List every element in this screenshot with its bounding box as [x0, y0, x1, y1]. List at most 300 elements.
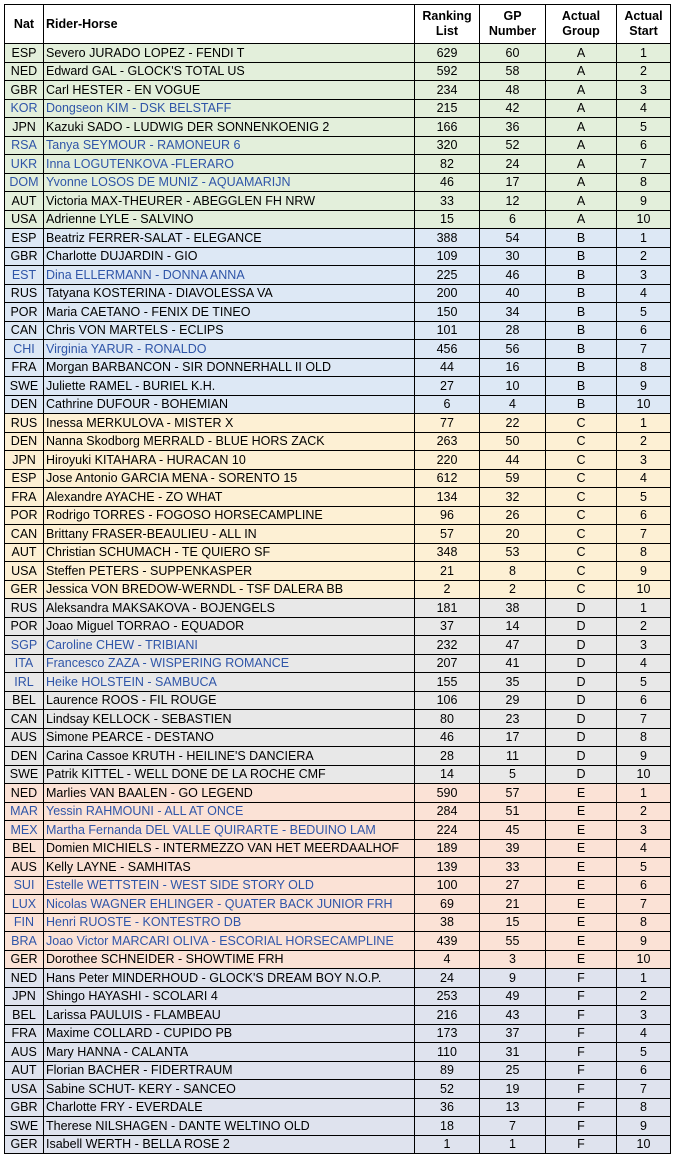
table-row: [5, 173, 671, 192]
cell-actual-start: 1: [617, 599, 671, 618]
cell-actual-group: F: [546, 1117, 617, 1136]
cell-nat: BEL: [5, 839, 44, 858]
table-row: [5, 210, 671, 229]
cell-ranking-list: 173: [415, 1024, 480, 1043]
cell-ranking-list: 225: [415, 266, 480, 285]
cell-rider-horse: Hiroyuki KITAHARA - HURACAN 10: [44, 451, 415, 470]
cell-actual-group: E: [546, 858, 617, 877]
cell-ranking-list: 629: [415, 44, 480, 63]
cell-rider-horse: Morgan BARBANCON - SIR DONNERHALL II OLD: [44, 358, 415, 377]
table-row: [5, 525, 671, 544]
cell-gp-number: 58: [480, 62, 546, 81]
cell-gp-number: 3: [480, 950, 546, 969]
cell-rider-horse: Lindsay KELLOCK - SEBASTIEN: [44, 710, 415, 729]
cell-ranking-list: 200: [415, 284, 480, 303]
cell-actual-group: F: [546, 1135, 617, 1154]
cell-ranking-list: 106: [415, 691, 480, 710]
cell-actual-group: A: [546, 62, 617, 81]
cell-actual-start: 5: [617, 488, 671, 507]
cell-rider-horse: Shingo HAYASHI - SCOLARI 4: [44, 987, 415, 1006]
cell-actual-group: C: [546, 469, 617, 488]
table-row: [5, 451, 671, 470]
cell-actual-group: A: [546, 118, 617, 137]
cell-nat: JPN: [5, 451, 44, 470]
cell-ranking-list: 216: [415, 1006, 480, 1025]
cell-gp-number: 13: [480, 1098, 546, 1117]
cell-ranking-list: 215: [415, 99, 480, 118]
cell-rider-horse: Juliette RAMEL - BURIEL K.H.: [44, 377, 415, 396]
table-row: [5, 284, 671, 303]
table-row: [5, 802, 671, 821]
table-row: [5, 1098, 671, 1117]
cell-actual-start: 3: [617, 451, 671, 470]
cell-nat: AUT: [5, 1061, 44, 1080]
cell-actual-start: 9: [617, 932, 671, 951]
cell-nat: AUS: [5, 1043, 44, 1062]
cell-gp-number: 56: [480, 340, 546, 359]
cell-actual-group: A: [546, 136, 617, 155]
cell-ranking-list: 139: [415, 858, 480, 877]
cell-gp-number: 7: [480, 1117, 546, 1136]
cell-actual-start: 6: [617, 321, 671, 340]
cell-actual-group: A: [546, 155, 617, 174]
cell-gp-number: 53: [480, 543, 546, 562]
cell-nat: SWE: [5, 1117, 44, 1136]
cell-rider-horse: Nanna Skodborg MERRALD - BLUE HORS ZACK: [44, 432, 415, 451]
cell-nat: IRL: [5, 673, 44, 692]
cell-actual-group: B: [546, 395, 617, 414]
cell-rider-horse: Kazuki SADO - LUDWIG DER SONNENKOENIG 2: [44, 118, 415, 137]
cell-actual-start: 9: [617, 1117, 671, 1136]
cell-actual-start: 3: [617, 821, 671, 840]
cell-actual-group: A: [546, 210, 617, 229]
cell-actual-group: D: [546, 765, 617, 784]
cell-actual-start: 7: [617, 525, 671, 544]
cell-ranking-list: 150: [415, 303, 480, 322]
cell-actual-start: 10: [617, 395, 671, 414]
cell-gp-number: 36: [480, 118, 546, 137]
table-row: [5, 1080, 671, 1099]
cell-actual-group: E: [546, 839, 617, 858]
table-row: [5, 321, 671, 340]
cell-gp-number: 42: [480, 99, 546, 118]
cell-rider-horse: Dongseon KIM - DSK BELSTAFF: [44, 99, 415, 118]
cell-rider-horse: Virginia YARUR - RONALDO: [44, 340, 415, 359]
cell-nat: BRA: [5, 932, 44, 951]
cell-actual-group: E: [546, 802, 617, 821]
table-row: [5, 747, 671, 766]
cell-rider-horse: Simone PEARCE - DESTANO: [44, 728, 415, 747]
table-row: [5, 784, 671, 803]
cell-nat: POR: [5, 506, 44, 525]
cell-gp-number: 25: [480, 1061, 546, 1080]
cell-actual-start: 8: [617, 728, 671, 747]
cell-ranking-list: 134: [415, 488, 480, 507]
cell-ranking-list: 232: [415, 636, 480, 655]
cell-gp-number: 29: [480, 691, 546, 710]
cell-actual-start: 2: [617, 617, 671, 636]
cell-nat: LUX: [5, 895, 44, 914]
cell-actual-start: 2: [617, 987, 671, 1006]
cell-rider-horse: Nicolas WAGNER EHLINGER - QUATER BACK JUNIOR FRH: [44, 895, 415, 914]
cell-gp-number: 34: [480, 303, 546, 322]
cell-gp-number: 14: [480, 617, 546, 636]
table-row: [5, 155, 671, 174]
table-row: [5, 432, 671, 451]
cell-rider-horse: Brittany FRASER-BEAULIEU - ALL IN: [44, 525, 415, 544]
cell-gp-number: 46: [480, 266, 546, 285]
cell-actual-start: 5: [617, 118, 671, 137]
cell-nat: BEL: [5, 691, 44, 710]
table-row: [5, 932, 671, 951]
header-gp-number: [480, 5, 546, 44]
cell-actual-group: F: [546, 1061, 617, 1080]
cell-actual-start: 2: [617, 802, 671, 821]
cell-nat: RUS: [5, 599, 44, 618]
cell-rider-horse: Hans Peter MINDERHOUD - GLOCK'S DREAM BOY N.O.P.: [44, 969, 415, 988]
cell-actual-group: D: [546, 691, 617, 710]
cell-nat: FRA: [5, 1024, 44, 1043]
header-gp-line1: GP: [503, 9, 522, 23]
cell-gp-number: 2: [480, 580, 546, 599]
header-ranking-line1: Ranking: [422, 9, 472, 23]
cell-ranking-list: 2: [415, 580, 480, 599]
cell-actual-start: 9: [617, 747, 671, 766]
table-row: [5, 895, 671, 914]
cell-ranking-list: 592: [415, 62, 480, 81]
table-row: [5, 395, 671, 414]
cell-actual-start: 9: [617, 192, 671, 211]
cell-actual-group: B: [546, 303, 617, 322]
cell-rider-horse: Rodrigo TORRES - FOGOSO HORSECAMPLINE: [44, 506, 415, 525]
cell-gp-number: 19: [480, 1080, 546, 1099]
table-row: [5, 821, 671, 840]
cell-rider-horse: Jose Antonio GARCIA MENA - SORENTO 15: [44, 469, 415, 488]
cell-actual-start: 8: [617, 173, 671, 192]
cell-nat: ESP: [5, 44, 44, 63]
cell-actual-group: E: [546, 950, 617, 969]
cell-nat: USA: [5, 1080, 44, 1099]
cell-rider-horse: Charlotte FRY - EVERDALE: [44, 1098, 415, 1117]
table-body: [5, 44, 671, 1154]
cell-actual-start: 4: [617, 839, 671, 858]
cell-rider-horse: Kelly LAYNE - SAMHITAS: [44, 858, 415, 877]
cell-gp-number: 28: [480, 321, 546, 340]
header-start-line2: Start: [629, 24, 658, 38]
cell-actual-start: 4: [617, 654, 671, 673]
cell-actual-group: D: [546, 728, 617, 747]
cell-actual-start: 8: [617, 358, 671, 377]
cell-nat: AUT: [5, 192, 44, 211]
cell-ranking-list: 80: [415, 710, 480, 729]
cell-actual-start: 1: [617, 784, 671, 803]
cell-gp-number: 41: [480, 654, 546, 673]
cell-nat: SUI: [5, 876, 44, 895]
cell-actual-group: C: [546, 414, 617, 433]
header-nat: Nat: [5, 5, 44, 44]
table-row: [5, 636, 671, 655]
cell-gp-number: 5: [480, 765, 546, 784]
cell-actual-start: 4: [617, 469, 671, 488]
table-row: [5, 580, 671, 599]
header-group-line1: Actual: [561, 9, 601, 23]
table-row: [5, 99, 671, 118]
cell-gp-number: 31: [480, 1043, 546, 1062]
cell-rider-horse: Adrienne LYLE - SALVINO: [44, 210, 415, 229]
cell-nat: GBR: [5, 247, 44, 266]
cell-rider-horse: Martha Fernanda DEL VALLE QUIRARTE - BEDUINO LAM: [44, 821, 415, 840]
cell-gp-number: 22: [480, 414, 546, 433]
table-row: [5, 562, 671, 581]
cell-actual-start: 2: [617, 432, 671, 451]
cell-actual-group: D: [546, 654, 617, 673]
cell-rider-horse: Isabell WERTH - BELLA ROSE 2: [44, 1135, 415, 1154]
cell-rider-horse: Estelle WETTSTEIN - WEST SIDE STORY OLD: [44, 876, 415, 895]
cell-nat: AUT: [5, 543, 44, 562]
cell-nat: NED: [5, 62, 44, 81]
cell-ranking-list: 28: [415, 747, 480, 766]
cell-ranking-list: 253: [415, 987, 480, 1006]
cell-rider-horse: Therese NILSHAGEN - DANTE WELTINO OLD: [44, 1117, 415, 1136]
cell-actual-group: F: [546, 1080, 617, 1099]
cell-actual-group: A: [546, 99, 617, 118]
cell-actual-group: C: [546, 580, 617, 599]
cell-ranking-list: 14: [415, 765, 480, 784]
cell-nat: GBR: [5, 81, 44, 100]
cell-rider-horse: Dorothee SCHNEIDER - SHOWTIME FRH: [44, 950, 415, 969]
cell-actual-start: 6: [617, 1061, 671, 1080]
cell-gp-number: 10: [480, 377, 546, 396]
cell-actual-start: 3: [617, 1006, 671, 1025]
cell-gp-number: 39: [480, 839, 546, 858]
cell-gp-number: 44: [480, 451, 546, 470]
cell-rider-horse: Marlies VAN BAALEN - GO LEGEND: [44, 784, 415, 803]
table-row: [5, 950, 671, 969]
table-row: [5, 377, 671, 396]
header-start-line1: Actual: [624, 9, 663, 23]
cell-gp-number: 26: [480, 506, 546, 525]
cell-gp-number: 27: [480, 876, 546, 895]
cell-nat: SGP: [5, 636, 44, 655]
table-row: [5, 81, 671, 100]
cell-gp-number: 40: [480, 284, 546, 303]
cell-rider-horse: Yvonne LOSOS DE MUNIZ - AQUAMARIJN: [44, 173, 415, 192]
cell-ranking-list: 284: [415, 802, 480, 821]
cell-rider-horse: Henri RUOSTE - KONTESTRO DB: [44, 913, 415, 932]
table-row: [5, 247, 671, 266]
cell-rider-horse: Francesco ZAZA - WISPERING ROMANCE: [44, 654, 415, 673]
table-row: [5, 599, 671, 618]
cell-actual-start: 3: [617, 636, 671, 655]
table-row: [5, 136, 671, 155]
cell-rider-horse: Carina Cassoe KRUTH - HEILINE'S DANCIERA: [44, 747, 415, 766]
table-row: [5, 506, 671, 525]
table-row: [5, 1135, 671, 1154]
cell-actual-group: C: [546, 543, 617, 562]
cell-nat: SWE: [5, 765, 44, 784]
cell-rider-horse: Caroline CHEW - TRIBIANI: [44, 636, 415, 655]
cell-ranking-list: 207: [415, 654, 480, 673]
cell-actual-start: 8: [617, 543, 671, 562]
cell-gp-number: 16: [480, 358, 546, 377]
cell-actual-start: 7: [617, 1080, 671, 1099]
table-row: [5, 710, 671, 729]
cell-nat: DEN: [5, 395, 44, 414]
cell-ranking-list: 4: [415, 950, 480, 969]
cell-gp-number: 21: [480, 895, 546, 914]
table-row: [5, 62, 671, 81]
cell-actual-group: E: [546, 913, 617, 932]
table-row: [5, 118, 671, 137]
cell-ranking-list: 166: [415, 118, 480, 137]
cell-rider-horse: Sabine SCHUT- KERY - SANCEO: [44, 1080, 415, 1099]
cell-ranking-list: 44: [415, 358, 480, 377]
cell-actual-group: B: [546, 284, 617, 303]
cell-gp-number: 49: [480, 987, 546, 1006]
cell-nat: CAN: [5, 710, 44, 729]
cell-gp-number: 32: [480, 488, 546, 507]
cell-nat: JPN: [5, 118, 44, 137]
cell-rider-horse: Victoria MAX-THEURER - ABEGGLEN FH NRW: [44, 192, 415, 211]
cell-ranking-list: 234: [415, 81, 480, 100]
cell-ranking-list: 1: [415, 1135, 480, 1154]
cell-gp-number: 15: [480, 913, 546, 932]
table-row: [5, 673, 671, 692]
cell-gp-number: 24: [480, 155, 546, 174]
table-row: [5, 1006, 671, 1025]
cell-ranking-list: 388: [415, 229, 480, 248]
cell-nat: MAR: [5, 802, 44, 821]
table-row: [5, 192, 671, 211]
cell-ranking-list: 220: [415, 451, 480, 470]
cell-gp-number: 20: [480, 525, 546, 544]
cell-actual-group: A: [546, 173, 617, 192]
cell-rider-horse: Christian SCHUMACH - TE QUIERO SF: [44, 543, 415, 562]
table-row: [5, 469, 671, 488]
cell-actual-start: 6: [617, 691, 671, 710]
cell-nat: GBR: [5, 1098, 44, 1117]
cell-nat: KOR: [5, 99, 44, 118]
table-row: [5, 229, 671, 248]
header-actual-group: [546, 5, 617, 44]
cell-actual-start: 9: [617, 377, 671, 396]
cell-ranking-list: 263: [415, 432, 480, 451]
table-row: [5, 913, 671, 932]
cell-nat: RSA: [5, 136, 44, 155]
cell-actual-group: F: [546, 1098, 617, 1117]
cell-ranking-list: 456: [415, 340, 480, 359]
cell-ranking-list: 181: [415, 599, 480, 618]
cell-actual-group: B: [546, 266, 617, 285]
cell-nat: AUS: [5, 728, 44, 747]
table-row: [5, 44, 671, 63]
cell-rider-horse: Tatyana KOSTERINA - DIAVOLESSA VA: [44, 284, 415, 303]
cell-actual-group: F: [546, 987, 617, 1006]
cell-nat: FRA: [5, 488, 44, 507]
cell-rider-horse: Joao Miguel TORRAO - EQUADOR: [44, 617, 415, 636]
table-row: [5, 617, 671, 636]
cell-ranking-list: 57: [415, 525, 480, 544]
cell-ranking-list: 27: [415, 377, 480, 396]
cell-gp-number: 30: [480, 247, 546, 266]
cell-nat: SWE: [5, 377, 44, 396]
cell-actual-start: 10: [617, 580, 671, 599]
cell-gp-number: 12: [480, 192, 546, 211]
cell-nat: CHI: [5, 340, 44, 359]
cell-gp-number: 55: [480, 932, 546, 951]
cell-gp-number: 1: [480, 1135, 546, 1154]
cell-rider-horse: Charlotte DUJARDIN - GIO: [44, 247, 415, 266]
header-rider-horse: Rider-Horse: [44, 5, 415, 44]
cell-actual-start: 4: [617, 1024, 671, 1043]
cell-rider-horse: Laurence ROOS - FIL ROUGE: [44, 691, 415, 710]
cell-actual-group: F: [546, 1024, 617, 1043]
cell-actual-start: 10: [617, 1135, 671, 1154]
header-ranking-line2: List: [435, 24, 459, 38]
cell-ranking-list: 21: [415, 562, 480, 581]
cell-actual-start: 8: [617, 913, 671, 932]
cell-gp-number: 6: [480, 210, 546, 229]
cell-rider-horse: Inessa MERKULOVA - MISTER X: [44, 414, 415, 433]
cell-rider-horse: Yessin RAHMOUNI - ALL AT ONCE: [44, 802, 415, 821]
cell-nat: AUS: [5, 858, 44, 877]
table-row: [5, 543, 671, 562]
cell-nat: UKR: [5, 155, 44, 174]
cell-actual-group: B: [546, 358, 617, 377]
cell-ranking-list: 101: [415, 321, 480, 340]
cell-nat: JPN: [5, 987, 44, 1006]
cell-gp-number: 33: [480, 858, 546, 877]
cell-rider-horse: Chris VON MARTELS - ECLIPS: [44, 321, 415, 340]
cell-actual-group: D: [546, 747, 617, 766]
cell-actual-start: 5: [617, 673, 671, 692]
cell-rider-horse: Aleksandra MAKSAKOVA - BOJENGELS: [44, 599, 415, 618]
cell-actual-group: D: [546, 710, 617, 729]
cell-rider-horse: Mary HANNA - CALANTA: [44, 1043, 415, 1062]
cell-actual-group: E: [546, 895, 617, 914]
cell-actual-group: A: [546, 192, 617, 211]
cell-actual-start: 7: [617, 895, 671, 914]
cell-ranking-list: 109: [415, 247, 480, 266]
cell-ranking-list: 6: [415, 395, 480, 414]
cell-ranking-list: 320: [415, 136, 480, 155]
cell-nat: DEN: [5, 747, 44, 766]
cell-actual-group: B: [546, 321, 617, 340]
cell-actual-start: 2: [617, 247, 671, 266]
cell-nat: GER: [5, 1135, 44, 1154]
cell-nat: GER: [5, 580, 44, 599]
cell-actual-start: 8: [617, 1098, 671, 1117]
cell-actual-group: F: [546, 1006, 617, 1025]
cell-rider-horse: Maxime COLLARD - CUPIDO PB: [44, 1024, 415, 1043]
cell-actual-group: D: [546, 673, 617, 692]
cell-nat: NED: [5, 969, 44, 988]
cell-rider-horse: Tanya SEYMOUR - RAMONEUR 6: [44, 136, 415, 155]
cell-rider-horse: Steffen PETERS - SUPPENKASPER: [44, 562, 415, 581]
cell-rider-horse: Heike HOLSTEIN - SAMBUCA: [44, 673, 415, 692]
cell-actual-start: 7: [617, 155, 671, 174]
table-row: [5, 876, 671, 895]
cell-ranking-list: 189: [415, 839, 480, 858]
cell-rider-horse: Cathrine DUFOUR - BOHEMIAN: [44, 395, 415, 414]
cell-ranking-list: 18: [415, 1117, 480, 1136]
cell-actual-start: 7: [617, 340, 671, 359]
cell-actual-start: 3: [617, 81, 671, 100]
cell-actual-start: 10: [617, 210, 671, 229]
cell-actual-group: D: [546, 599, 617, 618]
cell-rider-horse: Joao Victor MARCARI OLIVA - ESCORIAL HORSECAMPLINE: [44, 932, 415, 951]
cell-ranking-list: 37: [415, 617, 480, 636]
